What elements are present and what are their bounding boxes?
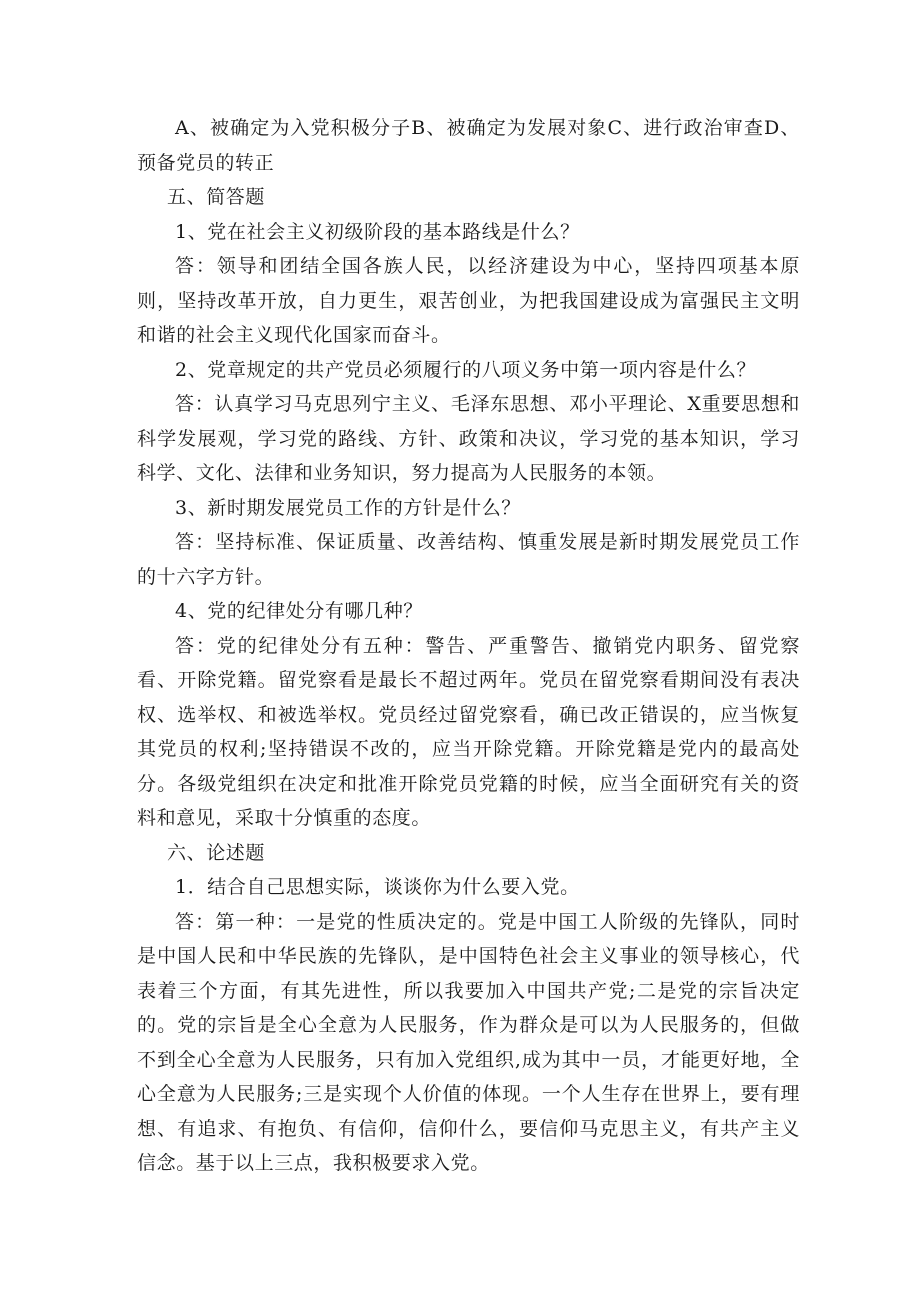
answer-1: 答：领导和团结全国各族人民，以经济建设为中心，坚持四项基本原则，坚持改革开放，自力更生，艰苦创业，为把我国建设成为富强民主文明和谐的社会主义现代化国家而奋斗。 <box>137 255 800 346</box>
question-2: 2、党章规定的共产党员必须履行的八项义务中第一项内容是什么？ <box>175 358 757 381</box>
essay-question-1: 1．结合自己思想实际，谈谈你为什么要入党。 <box>175 876 580 898</box>
question-1: 1、党在社会主义初级阶段的基本路线是什么？ <box>175 220 580 243</box>
question-3: 3、新时期发展党员工作的方针是什么？ <box>175 496 521 519</box>
answer-3: 答：坚持标准、保证质量、改善结构、慎重发展是新时期发展党员工作的十六字方针。 <box>137 531 800 588</box>
section-heading-short-answer: 五、简答题 <box>167 186 266 208</box>
answer-4: 答：党的纪律处分有五种：警告、严重警告、撤销党内职务、留党察看、开除党籍。留党察看是最长不超过两年。党员在留党察看期间没有表决权、选举权、和被选举权。党员经过留党察看，确已改正错误的，应当恢复其党员的权利;坚持错误不改的，应当开除党籍。开除党籍是党内的最高处分。各级党组织在决定和批准开除党员党籍的时候，应当全面研究有关的资料和意见，采取十分慎重的态度。 <box>137 634 800 829</box>
question-4: 4、党的纪律处分有哪几种？ <box>175 600 423 622</box>
essay-answer-1: 答：第一种：一是党的性质决定的。党是中国工人阶级的先锋队，同时是中国人民和中华民族的先锋队，是中国特色社会主义事业的领导核心，代表着三个方面，有其先进性，所以我要加入中国共产党;二是党的宗旨决定的。党的宗旨是全心全意为人民服务，作为群众是可以为人民服务的，但做不到全心全意为人民服务，只有加入党组织,成为其中一员，才能更好地，全心全意为人民服务;三是实现个人价值的体现。一个人生存在世界上，要有理想、有追求、有抱负、有信仰，信仰什么，要信仰马克思主义，有共产主义信念。基于以上三点，我积极要求入党。 <box>137 910 800 1174</box>
option-list-paragraph: A、被确定为入党积极分子B、被确定为发展对象C、进行政治审查D、预备党员的转正 <box>137 117 800 174</box>
document-body <box>137 111 800 1181</box>
section-heading-essay: 六、论述题 <box>167 841 266 864</box>
answer-2: 答：认真学习马克思列宁主义、毛泽东思想、邓小平理论、X重要思想和科学发展观，学习党的路线、方针、政策和决议，学习党的基本知识，学习科学、文化、法律和业务知识，努力提高为人民服务的本领。 <box>137 393 800 484</box>
